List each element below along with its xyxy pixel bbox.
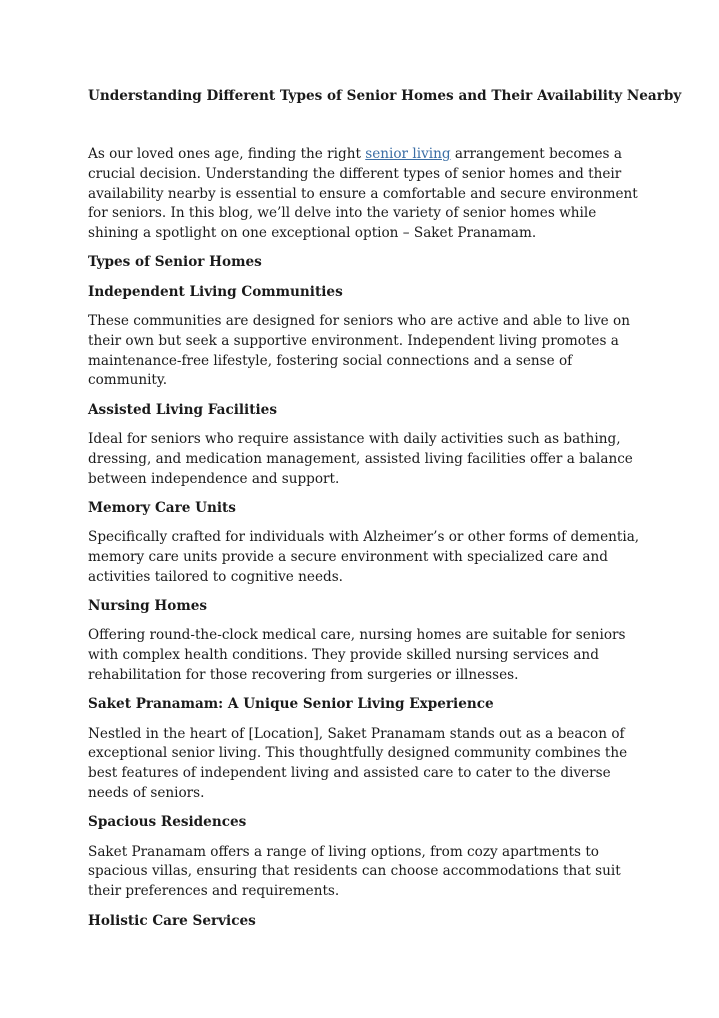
section-text-nursing-homes: Offering round-the-clock medical care, nursing homes are suitable for seniors with complex health conditions. They provide skilled nursing services and rehabilitation for those recovering from surgeries or illnesses. [88, 627, 626, 684]
intro-paragraph [88, 145, 640, 244]
senior-living-link[interactable]: senior living [365, 146, 451, 162]
section-heading-saket-pranamam: Saket Pranamam: A Unique Senior Living Experience [88, 696, 494, 713]
section-heading-spacious-residences: Spacious Residences [88, 814, 247, 831]
section-heading-nursing-homes: Nursing Homes [88, 598, 208, 615]
intro-text-before: As our loved ones age, finding the right [88, 146, 366, 162]
document-body [88, 145, 640, 941]
section-text-memory-care: Specifically crafted for individuals with Alzheimer’s or other forms of dementia, memory care units provide a secure environment with specialized care and activities tailored to cognitive needs. [88, 529, 640, 585]
section-heading-holistic-care: Holistic Care Services [88, 912, 256, 929]
section-heading-types: Types of Senior Homes [88, 254, 262, 271]
section-heading-assisted-living: Assisted Living Facilities [88, 401, 277, 418]
document-title: Understanding Different Types of Senior Homes and Their Availability Nearby [88, 88, 682, 104]
section-heading-memory-care: Memory Care Units [88, 499, 236, 516]
section-text-saket-pranamam: Nestled in the heart of [Location], Saket Pranamam stands out as a beacon of exceptional senior living. This thoughtfully designed community combines the best features of independent living and assisted care to cater to the diverse needs of seniors. [88, 725, 628, 802]
section-text-assisted-living: Ideal for seniors who require assistance with daily activities such as bathing, dressing, and medication management, assisted living facilities offer a balance between independence and support. [88, 431, 633, 487]
section-text-spacious-residences: Saket Pranamam offers a range of living options, from cozy apartments to spacious villas, ensuring that residents can choose accommodations that suit their preferences and requirements. [88, 843, 621, 900]
intro-text-after: arrangement becomes a crucial decision. Understanding the different types of senior homes and their availability nearby is essential to ensure a comfortable and secure environment for seniors. In this blog, we’ll delve into the variety of senior homes while shining a spotlight on one exceptional option – Saket Pranamam. [88, 146, 638, 242]
section-text-independent-living: These communities are designed for seniors who are active and able to live on their own but seek a supportive environment. Independent living promotes a maintenance-free lifestyle, fostering social connections and a sense of community. [88, 313, 630, 389]
section-heading-independent-living: Independent Living Communities [88, 283, 343, 300]
